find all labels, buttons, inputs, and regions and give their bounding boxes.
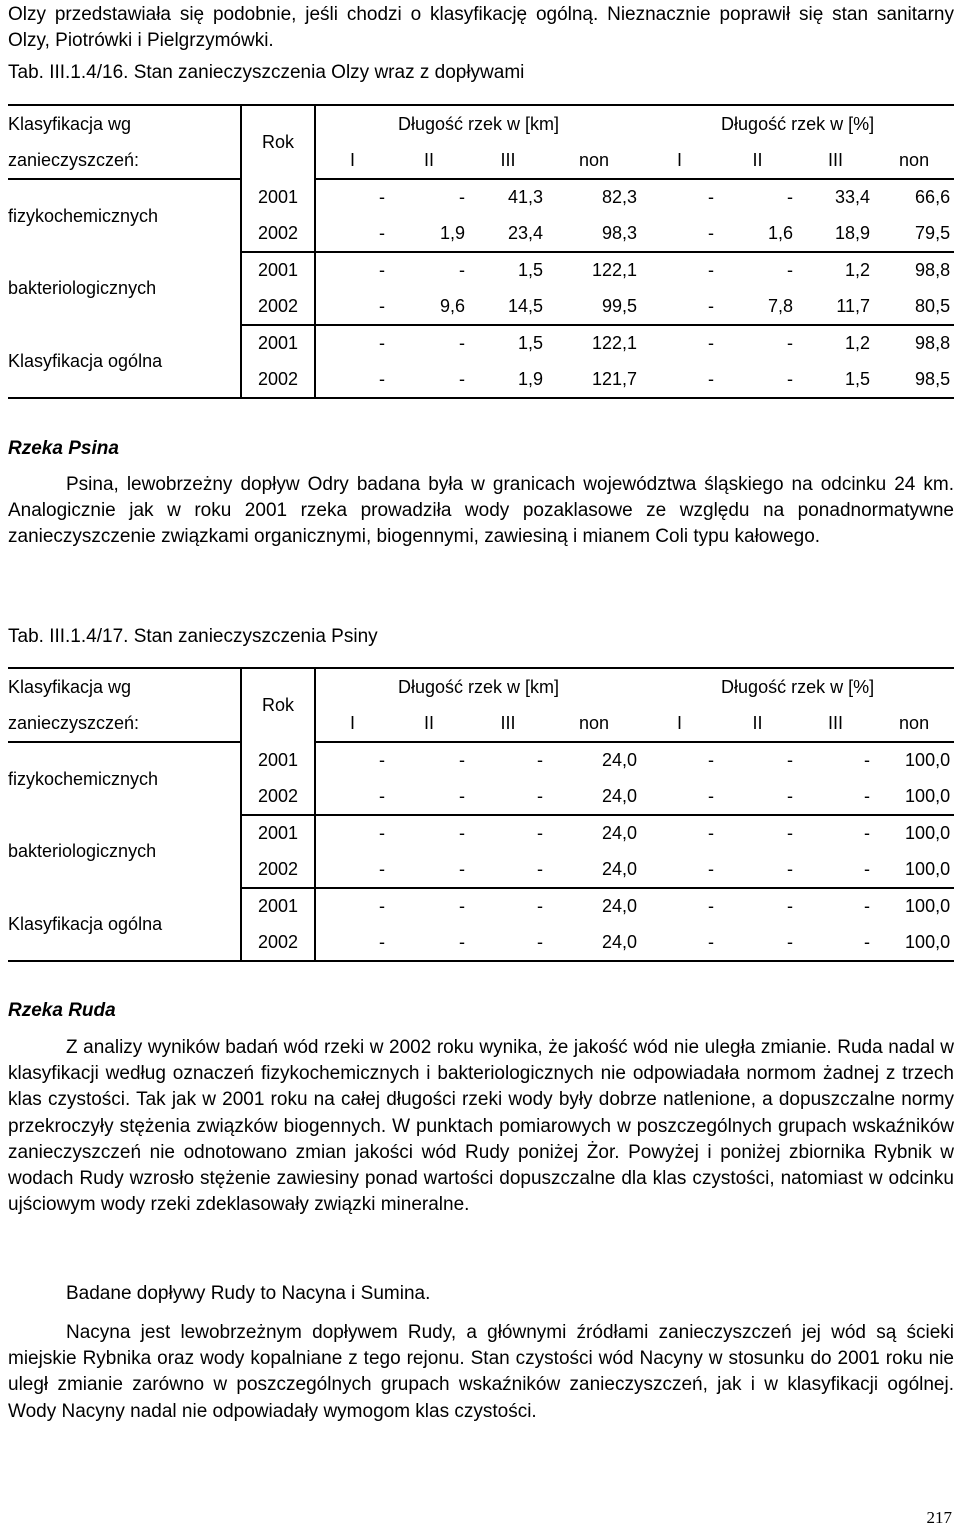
table2-sub-header: I bbox=[315, 705, 389, 742]
table1-sub-header: non bbox=[874, 142, 954, 179]
table-cell: 33,4 bbox=[835, 187, 871, 208]
table-cell: - bbox=[389, 779, 469, 816]
table-cell: - bbox=[459, 931, 465, 952]
table1-sub-header: II bbox=[389, 142, 469, 179]
table-cell: 7,8 bbox=[718, 289, 797, 326]
table-cell: 24,0 bbox=[547, 852, 641, 889]
table1-hdr-pct: Długość rzek w [%] bbox=[721, 113, 875, 134]
table-cell: - bbox=[459, 896, 465, 917]
page-number: 217 bbox=[926, 1508, 952, 1527]
table1-grid bbox=[8, 106, 954, 397]
row-year: 2001 bbox=[241, 815, 315, 852]
table-cell: 98,5 bbox=[915, 368, 951, 389]
table1-hdr-class-line2: zanieczyszczeń: bbox=[8, 142, 241, 179]
table-cell: 24,0 bbox=[602, 931, 638, 952]
table-cell: - bbox=[787, 368, 794, 389]
table-cell: 66,6 bbox=[915, 187, 951, 208]
table-row bbox=[8, 325, 954, 362]
table-cell: - bbox=[864, 896, 871, 917]
ruda-heading: Rzeka Ruda bbox=[8, 1000, 116, 1021]
row-year: 2001 bbox=[241, 888, 315, 925]
table-cell: 14,5 bbox=[469, 289, 547, 326]
table1-caption: Tab. III.1.4/16. Stan zanieczyszczenia Olzy wraz z dopływami bbox=[8, 62, 525, 83]
table2-sub-header: II bbox=[389, 705, 469, 742]
table-cell: - bbox=[459, 368, 465, 389]
psina-paragraph-block bbox=[8, 472, 954, 551]
row-year: 2001 bbox=[241, 179, 315, 216]
ruda-paragraph-2-block bbox=[8, 1281, 954, 1307]
table-cell: - bbox=[469, 852, 547, 889]
table-cell: - bbox=[379, 260, 385, 281]
table2-sub-header: I bbox=[641, 705, 718, 742]
table-cell: 98,8 bbox=[915, 260, 951, 281]
table-cell: - bbox=[315, 289, 389, 326]
table-cell: 98,3 bbox=[547, 216, 641, 253]
table-cell: - bbox=[459, 333, 465, 354]
table-cell: - bbox=[787, 260, 794, 281]
ruda-paragraph-3-block bbox=[8, 1320, 954, 1425]
table-cell: - bbox=[537, 931, 543, 952]
table-cell: - bbox=[379, 823, 385, 844]
table-cell: - bbox=[708, 931, 715, 952]
table1-sub-header: I bbox=[315, 142, 389, 179]
table-cell: 1,5 bbox=[845, 368, 871, 389]
table-cell: 24,0 bbox=[602, 823, 638, 844]
table-cell: 100,0 bbox=[874, 852, 954, 889]
table-cell: 1,6 bbox=[718, 216, 797, 253]
row-group-label: fizykochemicznych bbox=[8, 179, 241, 252]
table-cell: - bbox=[389, 852, 469, 889]
intro-paragraph-block bbox=[8, 2, 954, 54]
table-cell: - bbox=[315, 852, 389, 889]
row-year: 2001 bbox=[241, 325, 315, 362]
table-cell: - bbox=[641, 289, 718, 326]
table-cell: 18,9 bbox=[797, 216, 874, 253]
table-cell: - bbox=[718, 779, 797, 816]
table-cell: 80,5 bbox=[874, 289, 954, 326]
table-cell: - bbox=[787, 931, 794, 952]
table-cell: 121,7 bbox=[592, 368, 638, 389]
table-cell: - bbox=[469, 779, 547, 816]
table-cell: 1,2 bbox=[845, 333, 871, 354]
row-group-label: fizykochemicznych bbox=[8, 742, 241, 815]
ruda-paragraph-1: Z analizy wyników badań wód rzeki w 2002 roku wynika, że jakość wód nie uległa zmianie. Ruda nadal w klasyfikacji według oznaczeń fizykochemicznych i bakteriologicznych nie odpowiadała normom żadnej z trzech klas czystości. Tak jak w 2001 roku na całej długości rzeki wody były dobrze natlenione, a dopuszczalne normy przekroczyły stężenia związków biogennych. W punktach pomiarowych w poszczególnych grupach wskaźników zanieczyszczeń nie odnotowano zmian jakości wód Rudy poniżej Żor. Powyżej i poniżej zbiornika Rybnik w wodach Rudy wzrosło stężenie zawiesiny ponad wartości dopuszczalne dla klas czystości, natomiast w odcinku ujściowym wody rzeki zdeklasowały związki mineralne. bbox=[8, 1037, 954, 1216]
table-cell: 100,0 bbox=[905, 896, 951, 917]
table1-sub-header: II bbox=[718, 142, 797, 179]
table2-sub-header: non bbox=[547, 705, 641, 742]
table-cell: 98,8 bbox=[915, 333, 951, 354]
table-cell: - bbox=[537, 750, 543, 771]
ruda-paragraph-2: Badane dopływy Rudy to Nacyna i Sumina. bbox=[66, 1283, 431, 1304]
table-cell: 24,0 bbox=[602, 750, 638, 771]
table-cell: - bbox=[787, 750, 794, 771]
table-cell: 122,1 bbox=[592, 333, 638, 354]
table-cell: - bbox=[379, 187, 385, 208]
psina-paragraph: Psina, lewobrzeżny dopływ Odry badana była w granicach województwa śląskiego na odcinku 24 km. Analogicznie jak w roku 2001 rzeka prowadziła wody pozaklasowe ze względu na ponadnormatywne zanieczyszczenie związkami organicznymi, biogennymi, zawiesiną i mianem Coli typu kałowego. bbox=[8, 474, 954, 548]
table-cell: - bbox=[641, 779, 718, 816]
table-cell: 100,0 bbox=[905, 931, 951, 952]
table-cell: - bbox=[787, 823, 794, 844]
table-row bbox=[8, 252, 954, 289]
row-year: 2002 bbox=[241, 779, 315, 816]
table-cell: 100,0 bbox=[905, 750, 951, 771]
table-cell: 1,9 bbox=[517, 368, 543, 389]
row-year: 2002 bbox=[241, 852, 315, 889]
table1-sub-header: III bbox=[469, 142, 547, 179]
table-cell: - bbox=[379, 368, 385, 389]
table-row bbox=[8, 179, 954, 216]
table-cell: 1,5 bbox=[517, 333, 543, 354]
table2-hdr-km: Długość rzek w [km] bbox=[398, 676, 560, 697]
table-cell: - bbox=[708, 823, 715, 844]
table-cell: 41,3 bbox=[507, 187, 543, 208]
table-cell: - bbox=[537, 896, 543, 917]
table-cell: - bbox=[379, 896, 385, 917]
table-cell: - bbox=[641, 852, 718, 889]
row-year: 2002 bbox=[241, 925, 315, 961]
table-cell: - bbox=[459, 750, 465, 771]
table-cell: - bbox=[864, 750, 871, 771]
table1-sub-header: III bbox=[797, 142, 874, 179]
table-cell: - bbox=[708, 333, 715, 354]
row-year: 2001 bbox=[241, 252, 315, 289]
table2-caption: Tab. III.1.4/17. Stan zanieczyszczenia Psiny bbox=[8, 626, 378, 647]
table-cell: 1,5 bbox=[517, 260, 543, 281]
table-cell: - bbox=[708, 750, 715, 771]
table-cell: - bbox=[797, 852, 874, 889]
row-year: 2002 bbox=[241, 289, 315, 326]
table-cell: - bbox=[537, 823, 543, 844]
table1-hdr-year: Rok bbox=[241, 106, 315, 179]
table2-grid bbox=[8, 669, 954, 960]
table-cell: - bbox=[787, 187, 794, 208]
table-cell: - bbox=[315, 779, 389, 816]
table-cell: - bbox=[797, 779, 874, 816]
table-cell: - bbox=[708, 368, 715, 389]
row-group-label: Klasyfikacja ogólna bbox=[8, 325, 241, 397]
row-group-label: Klasyfikacja ogólna bbox=[8, 888, 241, 960]
table-cell: 9,6 bbox=[389, 289, 469, 326]
table-cell: - bbox=[379, 750, 385, 771]
table-row bbox=[8, 888, 954, 925]
table-cell: - bbox=[641, 216, 718, 253]
row-year: 2002 bbox=[241, 362, 315, 398]
table-cell: - bbox=[864, 823, 871, 844]
table-cell: - bbox=[718, 852, 797, 889]
table-cell: - bbox=[459, 187, 465, 208]
table-cell: - bbox=[459, 260, 465, 281]
table-cell: - bbox=[459, 823, 465, 844]
row-year: 2002 bbox=[241, 216, 315, 253]
table2-sub-header: III bbox=[797, 705, 874, 742]
table2 bbox=[8, 667, 954, 962]
table2-sub-header: II bbox=[718, 705, 797, 742]
table-row bbox=[8, 815, 954, 852]
table2-hdr-class-line2: zanieczyszczeń: bbox=[8, 705, 241, 742]
table-cell: 1,2 bbox=[845, 260, 871, 281]
table-cell: - bbox=[315, 216, 389, 253]
row-year: 2001 bbox=[241, 742, 315, 779]
row-group-label: bakteriologicznych bbox=[8, 815, 241, 888]
psina-heading: Rzeka Psina bbox=[8, 438, 119, 459]
table-cell: 11,7 bbox=[797, 289, 874, 326]
table-cell: 24,0 bbox=[547, 779, 641, 816]
table1-hdr-class-line1: Klasyfikacja wg bbox=[8, 106, 241, 142]
row-group-label: bakteriologicznych bbox=[8, 252, 241, 325]
intro-paragraph: Olzy przedstawiała się podobnie, jeśli chodzi o klasyfikację ogólną. Nieznacznie poprawił się stan sanitarny Olzy, Piotrówki i Pielgrzymówki. bbox=[8, 4, 954, 52]
table-cell: 100,0 bbox=[905, 823, 951, 844]
table-cell: 122,1 bbox=[592, 260, 638, 281]
table-cell: - bbox=[379, 333, 385, 354]
table2-sub-header: III bbox=[469, 705, 547, 742]
table-cell: 82,3 bbox=[602, 187, 638, 208]
table-row bbox=[8, 742, 954, 779]
table-cell: 23,4 bbox=[469, 216, 547, 253]
table-cell: - bbox=[787, 896, 794, 917]
table1-hdr-km: Długość rzek w [km] bbox=[398, 113, 560, 134]
table-cell: 79,5 bbox=[874, 216, 954, 253]
table1-sub-header: non bbox=[547, 142, 641, 179]
table-cell: - bbox=[864, 931, 871, 952]
table1 bbox=[8, 104, 954, 399]
ruda-paragraph-1-block bbox=[8, 1035, 954, 1218]
table2-hdr-year: Rok bbox=[241, 669, 315, 742]
table-cell: 1,9 bbox=[389, 216, 469, 253]
table-cell: - bbox=[787, 333, 794, 354]
table-cell: - bbox=[379, 931, 385, 952]
table-cell: 99,5 bbox=[547, 289, 641, 326]
table-cell: 24,0 bbox=[602, 896, 638, 917]
table2-hdr-class-line1: Klasyfikacja wg bbox=[8, 669, 241, 705]
table2-sub-header: non bbox=[874, 705, 954, 742]
table-cell: - bbox=[708, 260, 715, 281]
table-cell: - bbox=[708, 187, 715, 208]
table-cell: 100,0 bbox=[874, 779, 954, 816]
table-cell: - bbox=[708, 896, 715, 917]
table1-sub-header: I bbox=[641, 142, 718, 179]
ruda-paragraph-3: Nacyna jest lewobrzeżnym dopływem Rudy, a głównymi źródłami zanieczyszczeń jej wód są ścieki miejskie Rybnika oraz wody kopalniane z tego rejonu. Stan czystości wód Nacyny w stosunku do 2001 roku nie uległ zmianie zarówno w poszczególnych grupach wskaźników zanieczyszczeń, jak i w klasyfikacji ogólnej. Wody Nacyny nadal nie odpowiadały wymogom klas czystości. bbox=[8, 1322, 954, 1422]
table2-hdr-pct: Długość rzek w [%] bbox=[721, 676, 875, 697]
